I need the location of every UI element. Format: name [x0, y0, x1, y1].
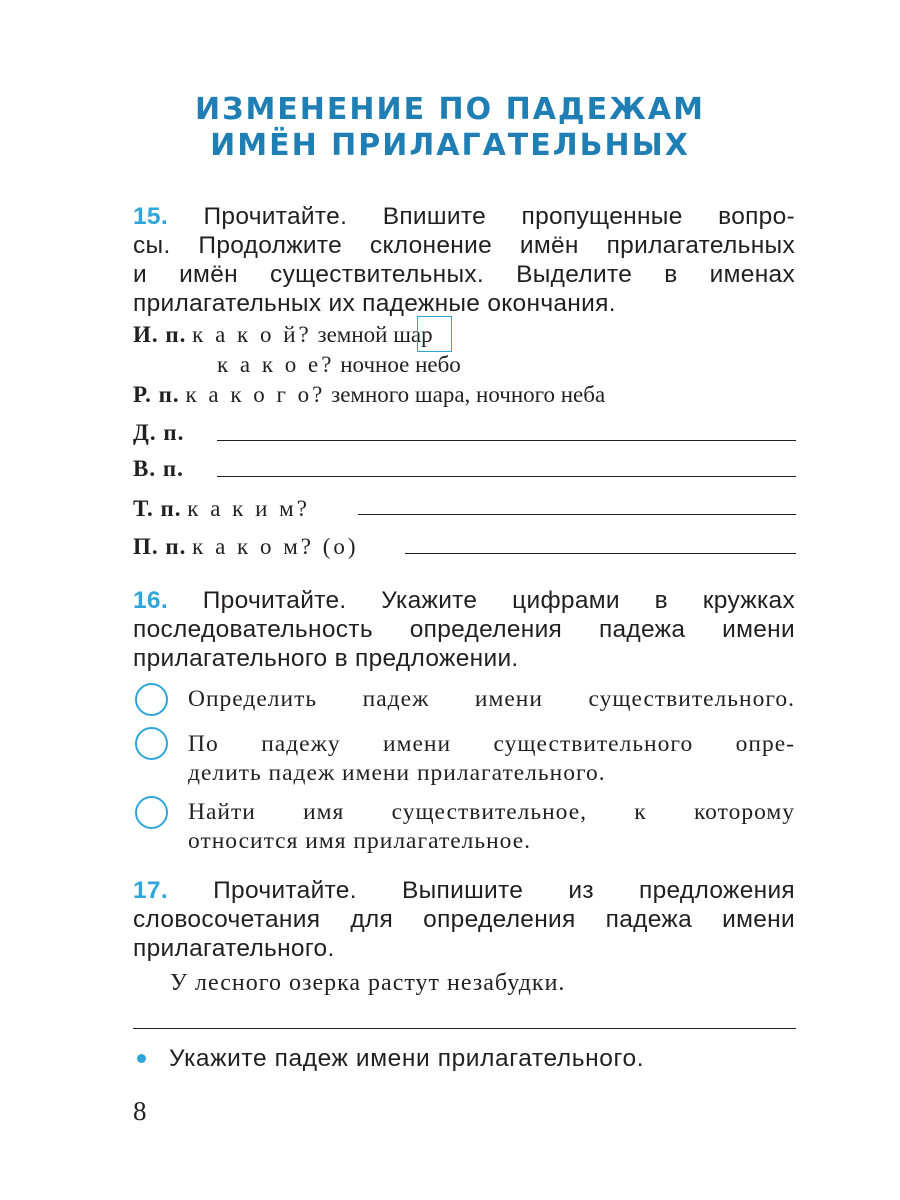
example-sentence: У лесного озерка растут незабудки. [170, 970, 566, 996]
step-option-3-line-2: относится имя прилагательное. [188, 828, 532, 854]
exercise-15-line-4: прилагательных их падежные окончания. [133, 290, 616, 317]
case-row-instrumental [133, 494, 310, 524]
step-option-1 [188, 685, 795, 714]
step-option-3-line-1: Найти имя существительное, к которому [188, 799, 795, 825]
exercise-15-line-2: сы. Продолжите склонение имён прилагательных [133, 232, 795, 259]
answer-line-dative[interactable] [217, 440, 796, 441]
case-row-dative [133, 418, 184, 448]
order-circle-2[interactable] [135, 727, 168, 760]
exercise-17-instructions [133, 876, 795, 963]
exercise-15-line-3: и имён существительных. Выделите в именах [133, 261, 795, 288]
step-option-1-line-1: Определить падеж имени существительного. [188, 686, 795, 712]
step-option-2-line-2: делить падеж имени прилагательного. [188, 760, 606, 786]
case-question-genitive: к а к о г о? [185, 382, 326, 407]
case-label-prepositional: П. п. [133, 534, 187, 559]
case-row-genitive [133, 380, 605, 410]
case-row-nominative-neuter [217, 350, 461, 380]
case-row-accusative [133, 454, 184, 484]
case-label-genitive: Р. п. [133, 382, 180, 407]
case-row-prepositional [133, 532, 359, 562]
exercise-15-line-1: 15. Прочитайте. Впишите пропущенные вопро- [133, 203, 795, 230]
answer-line-prepositional[interactable] [405, 553, 796, 554]
exercise-17-number: 17. [133, 877, 168, 904]
exercise-15-number: 15. [133, 203, 168, 230]
adjective-ending: ой [363, 322, 388, 347]
case-question-nominative-neuter: к а к о е? [217, 352, 335, 377]
exercise-17-line-1: 17. Прочитайте. Выпишите из предложения [133, 877, 795, 904]
step-option-2-line-1: По падежу имени существительного опре- [188, 731, 795, 757]
bullet-icon [137, 1054, 146, 1063]
order-circle-3[interactable] [135, 796, 168, 829]
page-number: 8 [133, 1096, 147, 1126]
exercise-16-line-2: последовательность определения падежа имени [133, 616, 795, 643]
case-question-nominative: к а к о й? [192, 322, 312, 347]
ending-highlight-box [417, 316, 452, 352]
exercise-17-line-2: словосочетания для определения падежа имени [133, 906, 795, 933]
case-label-instrumental: Т. п. [133, 496, 182, 521]
exercise-16-line-3: прилагательного в предложении. [133, 645, 519, 672]
exercise-16-number: 16. [133, 587, 168, 614]
exercise-16-instructions [133, 586, 795, 673]
answer-line-exercise-17[interactable] [133, 1028, 796, 1029]
exercise-17-line-3: прилагательного. [133, 935, 335, 962]
step-option-3 [188, 798, 795, 856]
exercise-15-instructions [133, 202, 795, 318]
case-label-dative: Д. п. [133, 420, 185, 445]
phrase-genitive: земного шара, ночного неба [331, 382, 606, 407]
case-label-accusative: В. п. [133, 456, 184, 481]
noun-word: шар [393, 322, 433, 347]
order-circle-1[interactable] [135, 683, 168, 716]
answer-line-accusative[interactable] [217, 476, 796, 477]
answer-line-instrumental[interactable] [358, 514, 796, 515]
exercise-16-line-1: 16. Прочитайте. Укажите цифрами в кружках [133, 587, 795, 614]
case-question-instrumental: к а к и м? [187, 496, 310, 521]
step-option-2 [188, 730, 795, 788]
page-title-line-2: ИМЁН ПРИЛАГАТЕЛЬНЫХ [210, 128, 690, 163]
case-row-nominative [133, 320, 433, 350]
adjective-stem: земн [317, 322, 364, 347]
case-label-nominative: И. п. [133, 322, 187, 347]
phrase-nominative-neuter: ночное небо [340, 352, 461, 377]
page-title-line-1: ИЗМЕНЕНИЕ ПО ПАДЕЖАМ [195, 92, 705, 127]
case-question-prepositional: к а к о м? (о) [192, 534, 359, 559]
follow-up-task: Укажите падеж имени прилагательного. [169, 1045, 645, 1072]
